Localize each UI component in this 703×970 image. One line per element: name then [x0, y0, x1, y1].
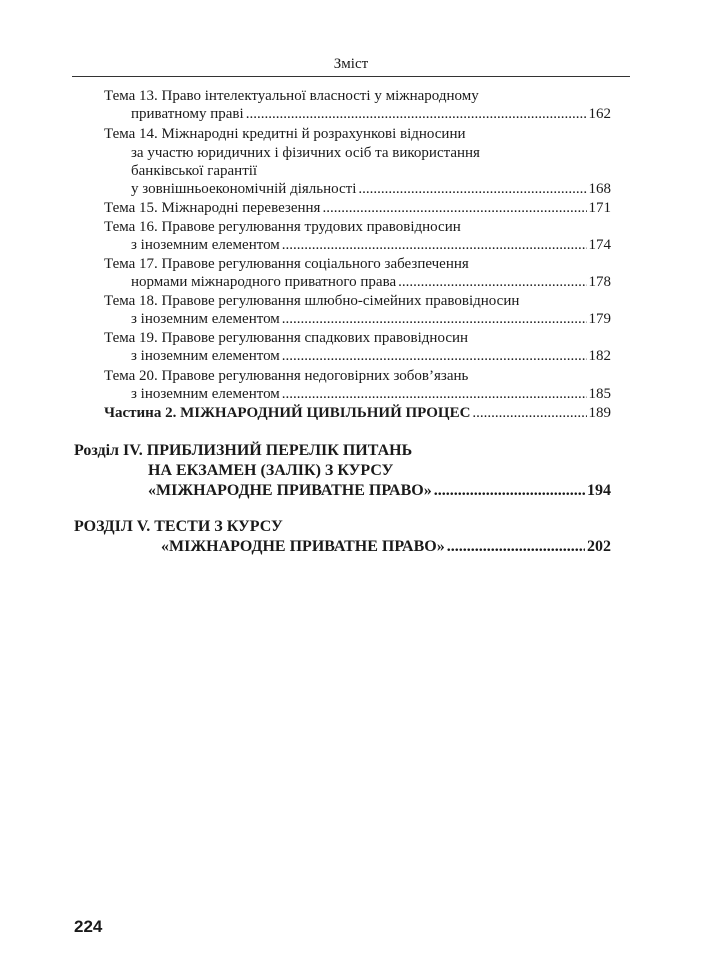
- toc-section-4-line2: НА ЕКЗАМЕН (ЗАЛІК) З КУРСУ: [148, 462, 394, 479]
- leader-dots: [472, 404, 586, 422]
- toc-entry-20-leader: [131, 385, 611, 403]
- leader-dots: [398, 273, 586, 291]
- toc-section-5-page: 202: [587, 538, 611, 555]
- header-divider: [72, 76, 630, 77]
- toc-entry-20-line1: Тема 20. Правове регулювання недоговірних зобов’язань: [104, 368, 469, 384]
- toc-part-2-page: 189: [588, 405, 611, 421]
- leader-dots: [282, 347, 587, 365]
- leader-dots: [282, 385, 587, 403]
- toc-entry-18-line1: Тема 18. Правове регулювання шлюбно-сімейних правовідносин: [104, 293, 520, 309]
- toc-entry-19-page: 182: [588, 348, 611, 364]
- toc-part-2-leader: [104, 404, 611, 422]
- toc-entry-18-leader: [131, 310, 611, 328]
- toc-entry-18-line2: з іноземним елементом: [131, 311, 280, 327]
- toc-entry-16-line1: Тема 16. Правове регулювання трудових правовідносин: [104, 219, 461, 235]
- toc-entry-18-page: 179: [588, 311, 611, 327]
- toc-part-2-title: Частина 2. МІЖНАРОДНИЙ ЦИВІЛЬНИЙ ПРОЦЕС: [104, 405, 471, 421]
- toc-entry-13-line1: Тема 13. Право інтелектуальної власності у міжнародному: [104, 88, 479, 104]
- leader-dots: [358, 180, 586, 198]
- toc-section-4-page: 194: [587, 482, 611, 499]
- toc-entry-17-page: 178: [588, 274, 611, 290]
- toc-entry-14-page: 168: [588, 181, 611, 197]
- leader-dots: [246, 105, 587, 123]
- toc-entry-14-leader: [131, 180, 611, 198]
- toc-entry-17-line1: Тема 17. Правове регулювання соціального забезпечення: [104, 256, 469, 272]
- toc-section-4-line1: Розділ IV. ПРИБЛИЗНИЙ ПЕРЕЛІК ПИТАНЬ: [74, 442, 413, 459]
- leader-dots: [322, 199, 586, 217]
- toc-entry-13-line2: приватному праві: [131, 106, 244, 122]
- toc-entry-15-line1: Тема 15. Міжнародні перевезення: [104, 200, 321, 216]
- toc-section-5-line1: РОЗДІЛ V. ТЕСТИ З КУРСУ: [74, 518, 283, 535]
- leader-dots: [282, 310, 587, 328]
- toc-entry-16-line2: з іноземним елементом: [131, 237, 280, 253]
- page-number: 224: [74, 917, 103, 936]
- leader-dots: [434, 481, 585, 501]
- toc-entry-17-leader: [131, 273, 611, 291]
- toc-entry-14-line1: Тема 14. Міжнародні кредитні й розрахункові відносини: [104, 126, 466, 142]
- toc-entry-17-line2: нормами міжнародного приватного права: [131, 274, 397, 290]
- toc-entry-19-leader: [131, 347, 611, 365]
- toc-entry-16-leader: [131, 236, 611, 254]
- leader-dots: [447, 537, 585, 557]
- toc-entry-14-line2: за участю юридичних і фізичних осіб та використання: [131, 145, 480, 161]
- toc-entry-19-line2: з іноземним елементом: [131, 348, 280, 364]
- toc-entry-14-line4: у зовнішньоекономічній діяльності: [131, 181, 357, 197]
- leader-dots: [282, 236, 587, 254]
- toc-entry-16-page: 174: [588, 237, 611, 253]
- toc-entry-19-line1: Тема 19. Правове регулювання спадкових правовідносин: [104, 330, 469, 346]
- toc-section-5-leader: [161, 537, 611, 557]
- toc-entry-15-page: 171: [588, 200, 611, 216]
- toc-section-5-line2: «МІЖНАРОДНЕ ПРИВАТНЕ ПРАВО»: [161, 538, 445, 555]
- page-title: Зміст: [333, 56, 369, 72]
- toc-entry-14-line3: банківської гарантії: [131, 163, 258, 179]
- toc-entry-20-page: 185: [588, 386, 611, 402]
- toc-entry-13-page: 162: [588, 106, 611, 122]
- toc-entry-20-line2: з іноземним елементом: [131, 386, 280, 402]
- toc-entry-15-leader: [104, 199, 611, 217]
- toc-section-4-line3: «МІЖНАРОДНЕ ПРИВАТНЕ ПРАВО»: [148, 482, 432, 499]
- toc-entry-13-leader: [131, 105, 611, 123]
- toc-section-4-leader: [148, 481, 611, 501]
